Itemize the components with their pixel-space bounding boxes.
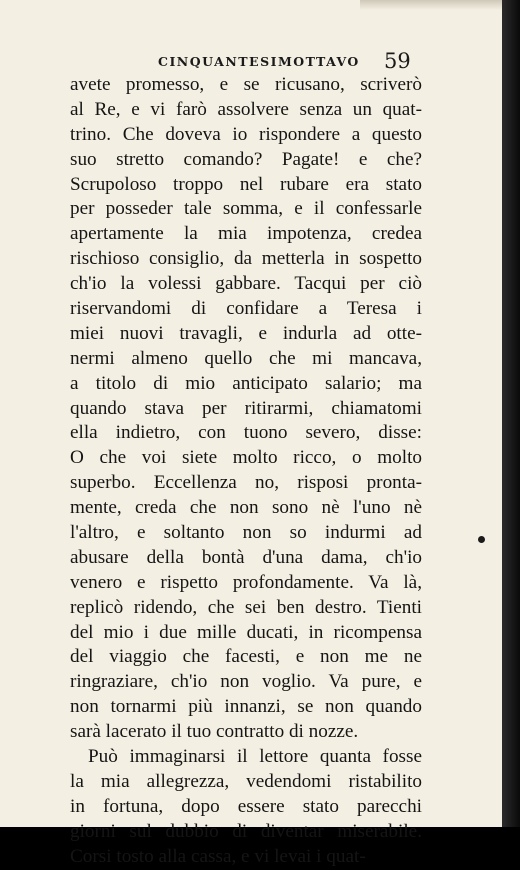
text-line: riservandomi di confidare a Teresa i — [70, 298, 422, 320]
text-line: a titolo di mio anticipato salario; ma — [70, 372, 422, 394]
paragraph-2 — [70, 745, 422, 869]
text-line: del viaggio che facesti, e non me ne — [70, 646, 422, 668]
text-line: ringraziare, ch'io non voglio. Va pure, e — [70, 671, 422, 693]
text-line: giorni sul dubbio di diventar miserabile. — [70, 820, 422, 842]
text-line: superbo. Eccellenza no, risposi pronta- — [70, 472, 422, 494]
text-line: in fortuna, dopo essere stato parecchi — [70, 795, 422, 817]
text-line: la mia allegrezza, vedendomi ristabilito — [70, 770, 422, 792]
running-head: CINQUANTESIMOTTAVO — [158, 54, 360, 69]
text-line: Può immaginarsi il lettore quanta fosse — [88, 746, 422, 768]
page-top-shadow — [360, 0, 502, 10]
text-line: quando stava per ritirarmi, chiamatomi — [70, 397, 422, 419]
text-line: ch'io la volessi gabbare. Tacqui per ciò — [70, 273, 422, 295]
text-line: abusare della bontà d'una dama, ch'io — [70, 546, 422, 568]
text-line: venero e rispetto profondamente. Va là, — [70, 571, 422, 593]
text-line: O che voi siete molto ricco, o molto — [70, 447, 422, 469]
text-line: replicò ridendo, che sei ben destro. Tienti — [70, 596, 422, 618]
text-line: rischioso consiglio, da metterla in sospetto — [70, 248, 422, 270]
text-line: del mio i due mille ducati, in ricompensa — [70, 621, 422, 643]
text-line: miei nuovi travagli, e indurla ad otte- — [70, 322, 422, 344]
ink-spot — [478, 536, 485, 543]
text-line: al Re, e vi farò assolvere senza un quat- — [70, 98, 422, 120]
text-line: non tornarmi più innanzi, se non quando — [70, 696, 422, 718]
page-number: 59 — [384, 49, 411, 73]
text-line: Corsi tosto alla cassa, e vi levai i quat- — [70, 845, 366, 867]
text-line: mente, creda che non sono nè l'uno nè — [70, 497, 422, 519]
text-line: avete promesso, e se ricusano, scriverò — [70, 74, 422, 95]
text-line: Scrupoloso troppo nel rubare era stato — [70, 173, 422, 195]
text-line: nermi almeno quello che mi mancava, — [70, 347, 422, 369]
page-edge-shadow — [502, 0, 520, 827]
body-text — [70, 73, 422, 870]
text-line: ella indietro, con tuono severo, disse: — [70, 422, 422, 444]
paragraph-1 — [70, 73, 422, 745]
text-line: l'altro, e soltanto non so indurmi ad — [70, 522, 422, 544]
text-line: per posseder tale somma, e il confessarle — [70, 198, 422, 220]
text-line: sarà lacerato il tuo contratto di nozze. — [70, 721, 359, 743]
text-line: trino. Che doveva io rispondere a questo — [70, 123, 422, 145]
text-line: apertamente la mia impotenza, credea — [70, 223, 422, 245]
text-line: suo stretto comando? Pagate! e che? — [70, 148, 422, 170]
